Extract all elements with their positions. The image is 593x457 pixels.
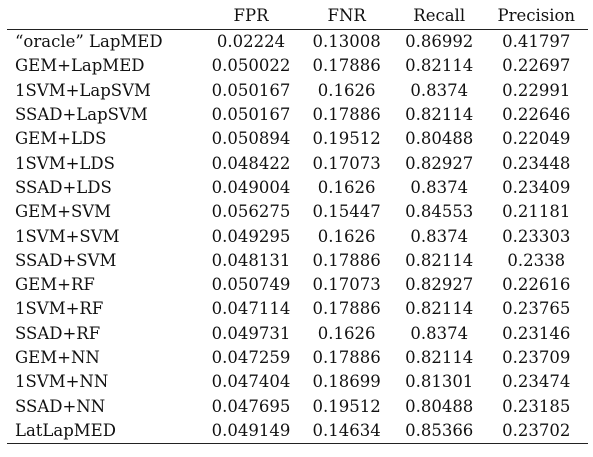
cell-method: GEM+LapMED xyxy=(15,56,145,76)
cell-fpr: 0.047404 xyxy=(211,372,291,392)
table-row xyxy=(7,79,588,103)
cell-precision: 0.22697 xyxy=(502,56,571,76)
cell-fpr: 0.02224 xyxy=(216,32,286,52)
cell-method: GEM+LDS xyxy=(15,129,107,149)
cell-method: 1SVM+LapSVM xyxy=(15,80,151,100)
cell-precision: 0.23409 xyxy=(502,177,571,197)
table-row xyxy=(7,54,588,78)
cell-fnr: 0.13008 xyxy=(312,32,381,52)
header-fnr: FNR xyxy=(327,6,366,25)
table-row xyxy=(7,127,588,151)
header-recall: Recall xyxy=(413,6,466,25)
cell-precision: 0.2338 xyxy=(507,250,566,270)
cell-fnr: 0.18699 xyxy=(312,372,381,392)
cell-precision: 0.41797 xyxy=(502,32,571,52)
cell-fnr: 0.1626 xyxy=(317,177,376,197)
cell-method: “oracle” LapMED xyxy=(15,32,163,52)
cell-method: SSAD+NN xyxy=(15,396,106,416)
table-row xyxy=(7,297,588,321)
cell-recall: 0.8374 xyxy=(410,226,469,246)
cell-recall: 0.82114 xyxy=(405,348,474,367)
cell-fpr: 0.056275 xyxy=(211,202,291,222)
cell-fpr: 0.050894 xyxy=(211,129,291,149)
cell-precision: 0.23702 xyxy=(502,420,571,440)
cell-precision: 0.22646 xyxy=(502,105,571,125)
cell-fnr: 0.19512 xyxy=(312,129,381,149)
cell-precision: 0.22616 xyxy=(502,275,571,295)
results-table-container xyxy=(7,3,588,444)
cell-fnr: 0.1626 xyxy=(317,226,376,246)
cell-precision: 0.22049 xyxy=(502,129,571,149)
cell-fpr: 0.047695 xyxy=(211,396,291,416)
table-row xyxy=(7,151,588,175)
cell-fpr: 0.049149 xyxy=(211,420,291,440)
cell-fpr: 0.047114 xyxy=(211,299,291,319)
cell-fnr: 0.15447 xyxy=(312,202,381,222)
table-row xyxy=(7,176,588,200)
cell-method: SSAD+RF xyxy=(15,323,101,343)
cell-method: GEM+SVM xyxy=(15,202,112,222)
cell-fpr: 0.050022 xyxy=(211,56,291,76)
header-precision: Precision xyxy=(497,6,576,25)
cell-precision: 0.23448 xyxy=(502,153,571,173)
cell-recall: 0.82114 xyxy=(405,56,474,76)
table-row xyxy=(7,273,588,297)
header-fpr: FPR xyxy=(233,6,269,25)
table-row xyxy=(7,419,588,444)
cell-fnr: 0.17886 xyxy=(312,56,381,76)
cell-method: SSAD+SVM xyxy=(15,250,117,270)
cell-precision: 0.23146 xyxy=(502,323,571,343)
header-method xyxy=(7,3,203,30)
cell-fnr: 0.17886 xyxy=(312,299,381,319)
cell-method: 1SVM+RF xyxy=(15,299,104,319)
cell-fnr: 0.17073 xyxy=(312,153,381,173)
cell-method: GEM+NN xyxy=(15,348,100,367)
cell-fpr: 0.047259 xyxy=(211,348,291,367)
cell-recall: 0.84553 xyxy=(405,202,474,222)
cell-precision: 0.22991 xyxy=(502,80,571,100)
table-row xyxy=(7,322,588,346)
cell-fnr: 0.1626 xyxy=(317,323,376,343)
cell-method: 1SVM+NN xyxy=(15,372,109,392)
cell-precision: 0.23709 xyxy=(502,348,571,367)
cell-recall: 0.82927 xyxy=(405,153,474,173)
cell-recall: 0.82114 xyxy=(405,299,474,319)
cell-fpr: 0.050749 xyxy=(211,275,291,295)
table-row xyxy=(7,224,588,248)
cell-recall: 0.82927 xyxy=(405,275,474,295)
cell-recall: 0.86992 xyxy=(405,32,474,52)
cell-precision: 0.21181 xyxy=(502,202,571,222)
cell-fnr: 0.14634 xyxy=(312,420,381,440)
cell-fpr: 0.048422 xyxy=(211,153,291,173)
table-row xyxy=(7,103,588,127)
table-body xyxy=(7,30,588,444)
results-table xyxy=(7,3,588,444)
cell-precision: 0.23765 xyxy=(502,299,571,319)
header-row xyxy=(7,3,588,30)
cell-method: 1SVM+SVM xyxy=(15,226,120,246)
cell-fpr: 0.048131 xyxy=(211,250,291,270)
table-row xyxy=(7,200,588,224)
table-row xyxy=(7,30,588,55)
cell-recall: 0.81301 xyxy=(405,372,474,392)
cell-fnr: 0.19512 xyxy=(312,396,381,416)
cell-recall: 0.8374 xyxy=(410,323,469,343)
table-row xyxy=(7,249,588,273)
cell-recall: 0.80488 xyxy=(405,396,474,416)
cell-fpr: 0.049731 xyxy=(211,323,291,343)
cell-fpr: 0.049004 xyxy=(211,177,291,197)
cell-recall: 0.82114 xyxy=(405,250,474,270)
cell-fnr: 0.17886 xyxy=(312,105,381,125)
table-row xyxy=(7,394,588,418)
cell-method: SSAD+LapSVM xyxy=(15,105,148,125)
cell-fpr: 0.050167 xyxy=(211,105,291,125)
cell-fpr: 0.050167 xyxy=(211,80,291,100)
cell-fnr: 0.1626 xyxy=(317,80,376,100)
cell-fnr: 0.17886 xyxy=(312,250,381,270)
cell-recall: 0.85366 xyxy=(405,420,474,440)
cell-recall: 0.80488 xyxy=(405,129,474,149)
cell-fnr: 0.17886 xyxy=(312,348,381,367)
cell-fnr: 0.17073 xyxy=(312,275,381,295)
cell-recall: 0.82114 xyxy=(405,105,474,125)
cell-fpr: 0.049295 xyxy=(211,226,291,246)
table-row xyxy=(7,370,588,394)
table-header xyxy=(7,3,588,30)
cell-recall: 0.8374 xyxy=(410,80,469,100)
cell-precision: 0.23303 xyxy=(502,226,571,246)
cell-precision: 0.23185 xyxy=(502,396,571,416)
cell-method: 1SVM+LDS xyxy=(15,153,115,173)
cell-method: LatLapMED xyxy=(15,420,116,440)
table-row xyxy=(7,346,588,370)
cell-method: SSAD+LDS xyxy=(15,177,112,197)
cell-recall: 0.8374 xyxy=(410,177,469,197)
cell-method: GEM+RF xyxy=(15,275,95,295)
cell-precision: 0.23474 xyxy=(502,372,571,392)
